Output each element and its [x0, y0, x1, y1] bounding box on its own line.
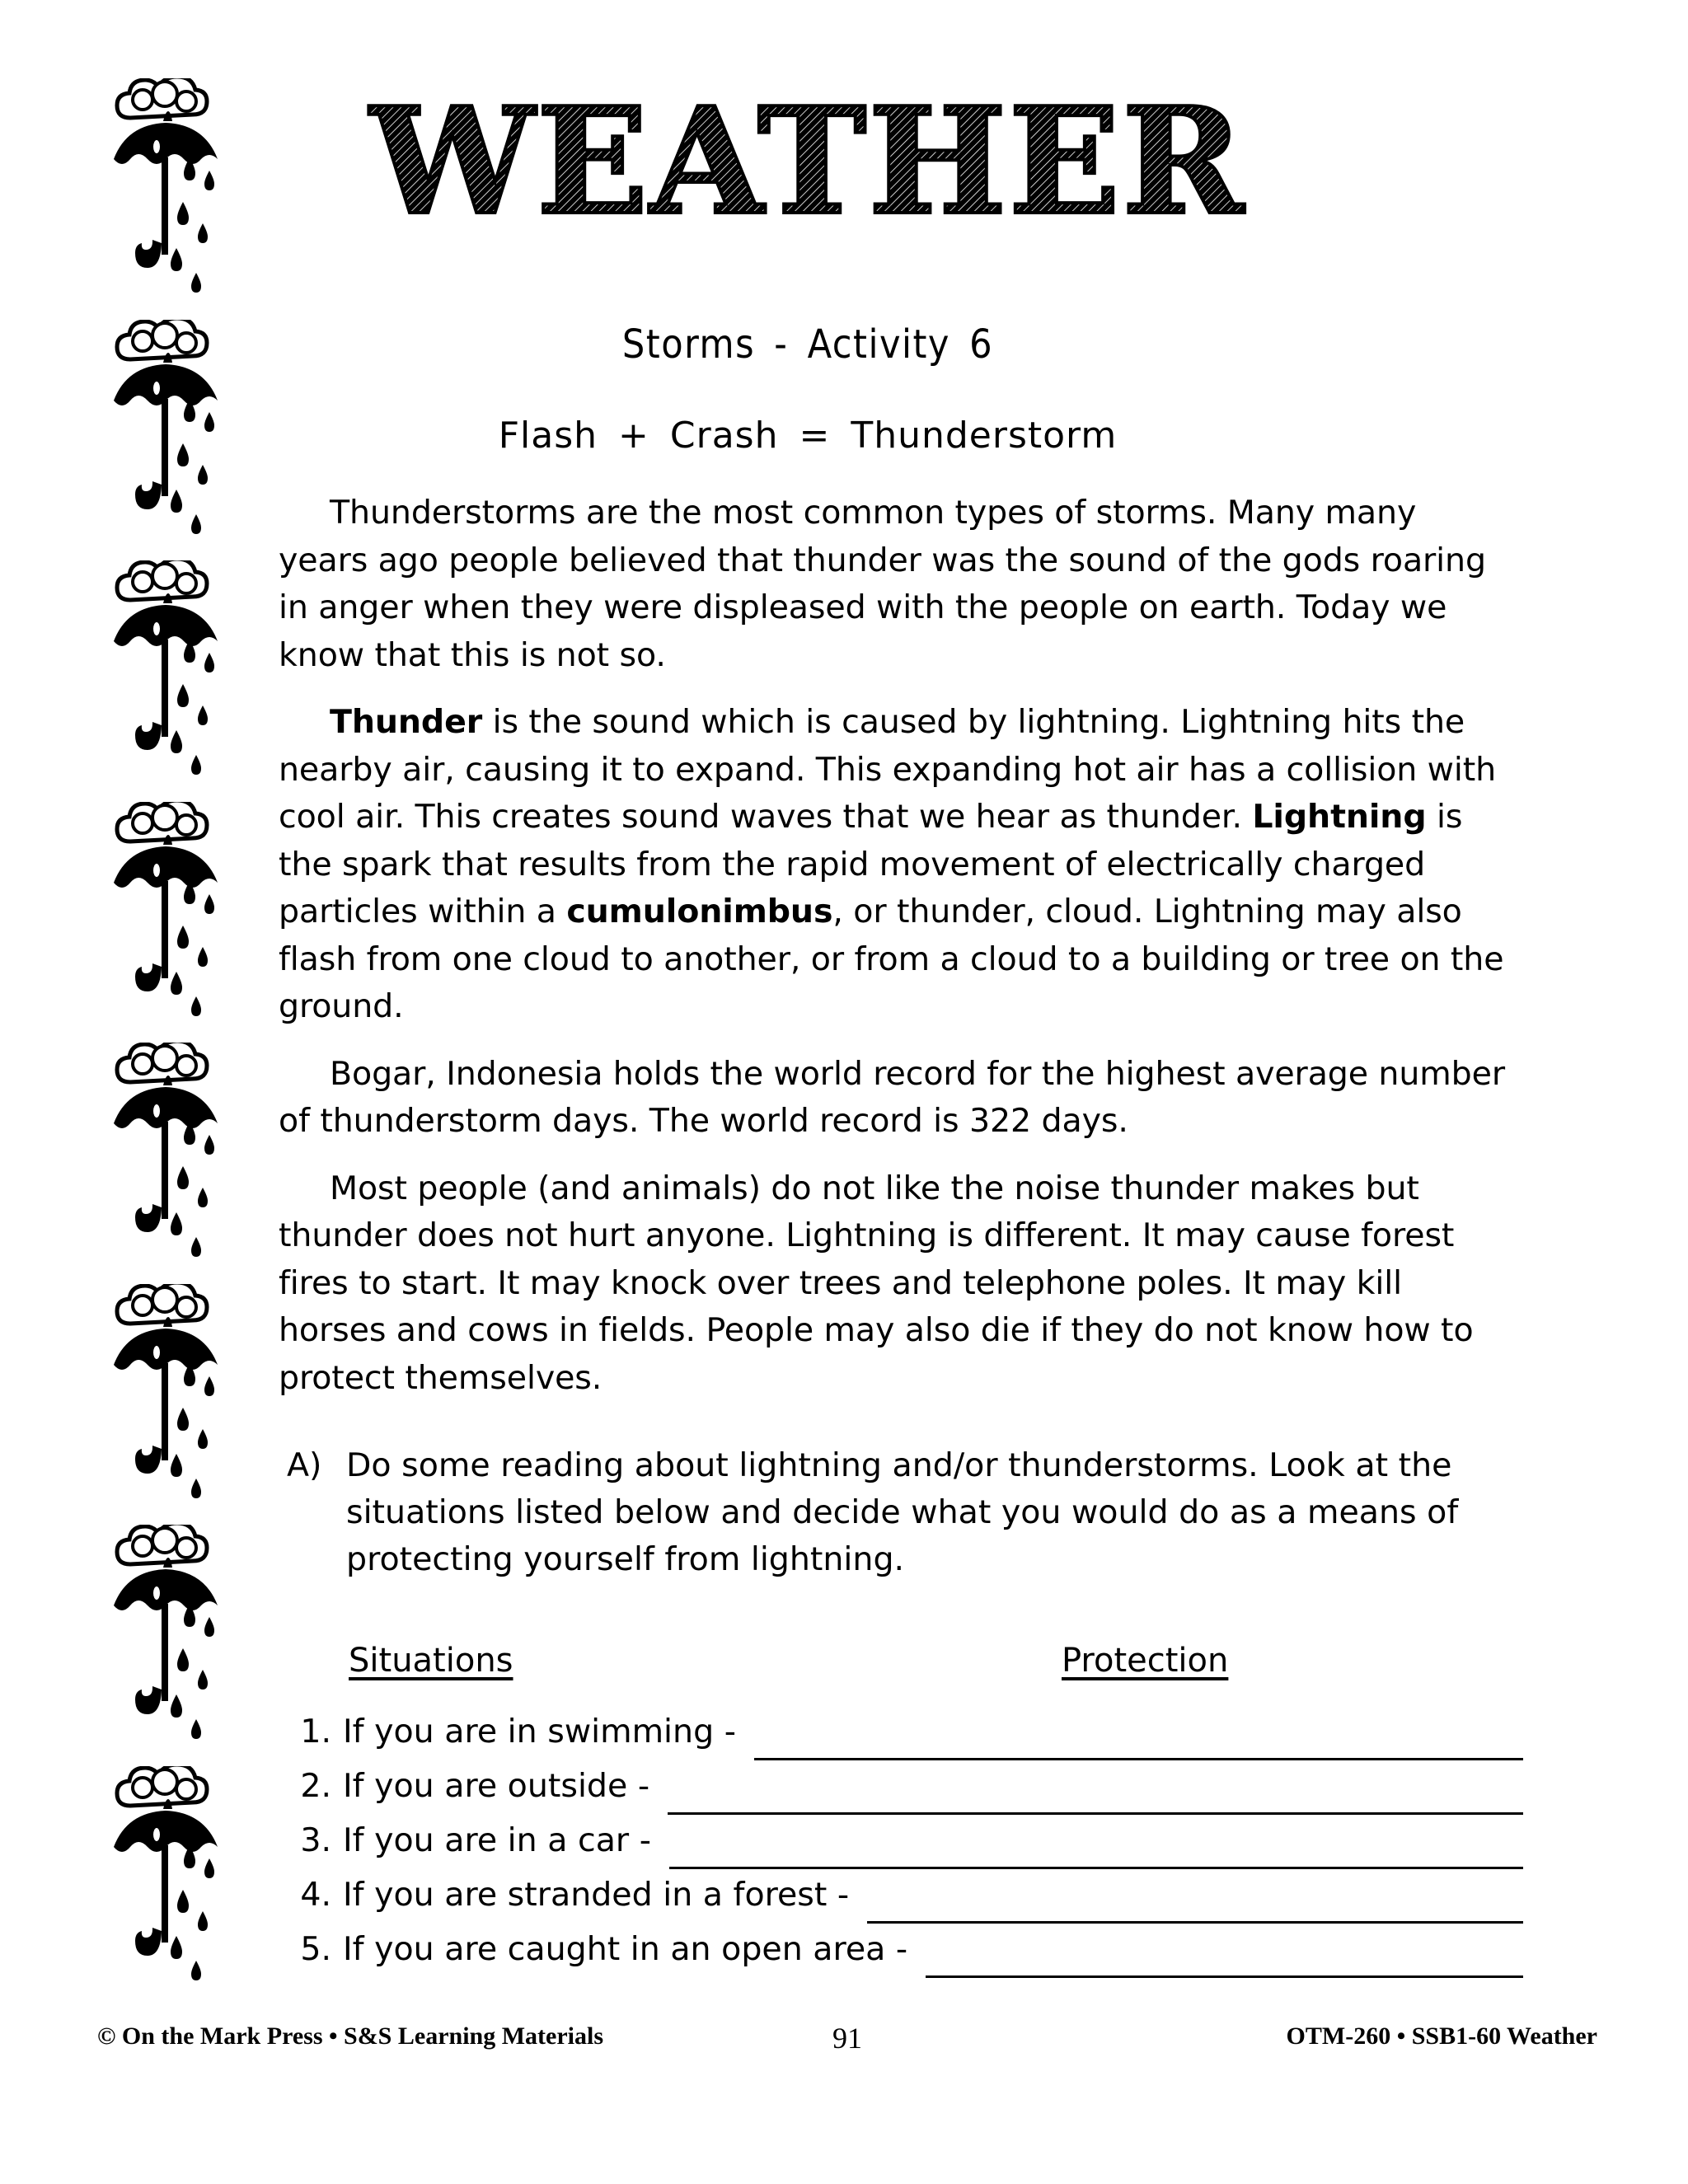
emphasized-term: Thunder: [330, 703, 483, 741]
row-number: 1.: [300, 1713, 331, 1750]
situation-text: If you are caught in an open area -: [343, 1930, 908, 1968]
umbrella-with-cloud-and-raindrops-icon: [97, 1284, 250, 1531]
footer-code: OTM-260 • SSB1-60 Weather: [1286, 2022, 1597, 2050]
decorative-border-strip: [97, 78, 250, 2007]
table-row: [287, 1767, 1531, 1821]
paragraph: [279, 1165, 1513, 1403]
activity-subtitle: Storms - Activity 6: [621, 321, 994, 368]
answer-blank[interactable]: [867, 1921, 1523, 1924]
svg-text:WEATHER: WEATHER: [369, 97, 1246, 229]
emphasized-term: Lightning: [1252, 798, 1427, 836]
paragraph: [279, 490, 1513, 679]
text-run: , or thunder, cloud. Lightning may also flash from one cloud to another, or from a cloud to a building or tree on the ground.: [279, 893, 1504, 1025]
row-number: 3.: [300, 1821, 331, 1859]
paragraph: [279, 1051, 1513, 1146]
page-number: 91: [832, 2022, 862, 2055]
footer-publisher: © On the Mark Press • S&S Learning Materials: [97, 2022, 603, 2050]
table-row: [287, 1713, 1531, 1767]
row-number: 5.: [300, 1930, 331, 1968]
table-row: [287, 1930, 1531, 1985]
page-title: [272, 97, 1343, 229]
umbrella-with-cloud-and-raindrops-icon: [97, 802, 250, 1049]
text-run: Thunderstorms are the most common types of storms. Many many years ago people believed that thunder was the sound of the gods roaring in anger when they were displeased with the people on earth. Today we know that this is not so.: [279, 494, 1486, 674]
question-a: [287, 1442, 1490, 1583]
row-number: 2.: [300, 1767, 331, 1805]
row-number: 4.: [300, 1876, 331, 1914]
situations-list: [287, 1713, 1531, 1985]
body-text: [279, 490, 1513, 1422]
situation-text: If you are in swimming -: [343, 1713, 736, 1750]
umbrella-with-cloud-and-raindrops-icon: [97, 560, 250, 808]
umbrella-with-cloud-and-raindrops-icon: [97, 1766, 250, 2013]
umbrella-with-cloud-and-raindrops-icon: [97, 78, 250, 326]
table-row: [287, 1876, 1531, 1930]
answer-blank[interactable]: [669, 1867, 1523, 1869]
umbrella-with-cloud-and-raindrops-icon: [97, 320, 250, 567]
text-run: Most people (and animals) do not like the noise thunder makes but thunder does not hurt anyone. Lightning is different. It may cause forest fires to start. It may knock over trees and telephone poles. It may kill horses and cows in fields. People may also die if they do not know how to protect themselves.: [279, 1169, 1474, 1397]
header-protection: Protection: [1062, 1642, 1229, 1680]
table-row: [287, 1821, 1531, 1876]
situation-text: If you are in a car -: [343, 1821, 651, 1859]
text-run: is the sound which is caused by lightning. Lightning hits the nearby air, causing it to expand. This expanding hot air has a collision with cool air. This creates sound waves that we hear as thunder.: [279, 703, 1497, 836]
answer-blank[interactable]: [754, 1758, 1523, 1760]
emphasized-term: cumulonimbus: [566, 893, 833, 930]
question-a-text: Do some reading about lightning and/or thunderstorms. Look at the situations listed below and decide what you would do as a means of protecting yourself from lightning.: [346, 1446, 1459, 1578]
text-run: is the spark that results from the rapid movement of electrically charged particles within a: [279, 798, 1463, 930]
paragraph: [279, 699, 1513, 1031]
answer-blank[interactable]: [926, 1975, 1523, 1978]
umbrella-with-cloud-and-raindrops-icon: [97, 1525, 250, 1772]
text-run: Bogar, Indonesia holds the world record for the highest average number of thunderstorm days. The world record is 322 days.: [279, 1054, 1505, 1140]
situation-text: If you are outside -: [343, 1767, 650, 1805]
umbrella-with-cloud-and-raindrops-icon: [97, 1043, 250, 1290]
page-footer: [97, 2022, 1597, 2059]
equation-heading: Flash + Crash = Thunderstorm: [498, 415, 1118, 457]
question-a-label: A): [287, 1446, 322, 1484]
situation-text: If you are stranded in a forest -: [343, 1876, 850, 1914]
answer-blank[interactable]: [668, 1812, 1523, 1815]
header-situations: Situations: [349, 1642, 513, 1680]
